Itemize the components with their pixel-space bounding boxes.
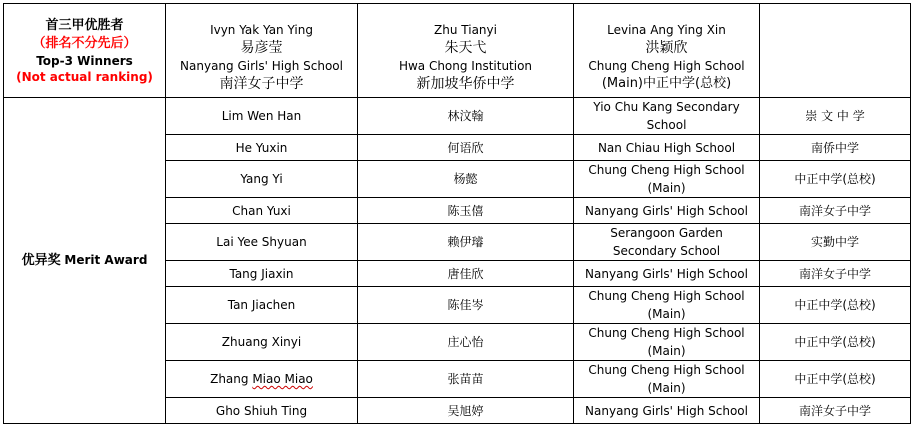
merit-name-en: He Yuxin — [166, 135, 358, 161]
merit-school-en — [574, 261, 760, 287]
merit-name-cn: 赖伊璿 — [358, 224, 574, 261]
table-row — [4, 98, 911, 135]
top3-empty-cell — [760, 4, 911, 98]
merit-name-en: Lim Wen Han — [166, 98, 358, 135]
merit-school-en — [574, 361, 760, 398]
merit-name-en: Tan Jiachen — [166, 287, 358, 324]
merit-name-cn: 庄心怡 — [358, 324, 574, 361]
school-line-1: Chung Cheng High School — [588, 289, 745, 303]
merit-school-en — [574, 324, 760, 361]
merit-school-cn: 中正中学(总校) — [760, 324, 911, 361]
merit-name-en-part-2: Miao Miao — [252, 372, 313, 386]
school-line-1: Serangoon Garden — [610, 226, 723, 240]
merit-school-en — [574, 135, 760, 161]
merit-name-en: Zhuang Xinyi — [166, 324, 358, 361]
merit-name-en: Gho Shiuh Ting — [166, 398, 358, 424]
school-line-1: Chung Cheng High School — [588, 163, 745, 177]
top3-heading-cn: 首三甲优胜者 — [45, 17, 124, 33]
winner-name-cn: 朱天弋 — [444, 39, 487, 56]
winner-name-cn: 洪颖欣 — [645, 39, 688, 56]
school-line-2: Secondary School — [612, 244, 721, 258]
merit-name-en-part-1: Zhang — [210, 372, 253, 386]
merit-name-en — [166, 361, 358, 398]
merit-name-cn: 林汶翰 — [358, 98, 574, 135]
winner-school-cn: 南洋女子中学 — [219, 75, 304, 92]
top3-row — [4, 4, 911, 98]
merit-school-en — [574, 398, 760, 424]
merit-school-cn: 中正中学(总校) — [760, 161, 911, 198]
merit-label-en: Merit Award — [64, 253, 148, 267]
school-line-2: (Main) — [647, 344, 686, 358]
top3-winner-1 — [166, 4, 358, 98]
merit-school-en — [574, 161, 760, 198]
school-line-1: Nan Chiau High School — [597, 140, 736, 155]
winner-school-en: Chung Cheng High School — [588, 58, 745, 73]
top3-heading-en: Top-3 Winners — [36, 53, 133, 68]
merit-school-cn: 南洋女子中学 — [760, 261, 911, 287]
merit-name-cn: 何语欣 — [358, 135, 574, 161]
merit-school-en — [574, 224, 760, 261]
merit-name-en: Lai Yee Shyuan — [166, 224, 358, 261]
merit-label-cell — [4, 98, 166, 424]
merit-school-cn: 中正中学(总校) — [760, 287, 911, 324]
merit-name-cn: 杨懿 — [358, 161, 574, 198]
top3-heading-cell — [4, 4, 166, 98]
school-line-1: Yio Chu Kang Secondary — [593, 100, 740, 114]
merit-label-cn: 优异奖 — [21, 253, 61, 268]
winner-school-en: Hwa Chong Institution — [398, 58, 533, 73]
merit-name-cn: 吴旭婷 — [358, 398, 574, 424]
merit-name-en: Tang Jiaxin — [166, 261, 358, 287]
school-line-2: (Main) — [647, 181, 686, 195]
school-line-1: Chung Cheng High School — [588, 326, 745, 340]
school-line-1: Chung Cheng High School — [588, 363, 745, 377]
merit-school-en — [574, 287, 760, 324]
merit-school-cn: 南洋女子中学 — [760, 398, 911, 424]
merit-school-cn: 实勤中学 — [760, 224, 911, 261]
merit-name-en: Yang Yi — [166, 161, 358, 198]
school-line-1: Nanyang Girls' High School — [585, 403, 748, 418]
top3-heading-note-en: (Not actual ranking) — [16, 69, 153, 84]
merit-school-cn: 中正中学(总校) — [760, 361, 911, 398]
winner-school-cn: 新加坡华侨中学 — [416, 75, 515, 92]
winner-school-cn: (Main)中正中学(总校) — [601, 75, 732, 91]
winner-name-en: Ivyn Yak Yan Ying — [210, 22, 313, 37]
awards-table — [3, 3, 911, 424]
top3-winner-2 — [358, 4, 574, 98]
school-line-2: (Main) — [647, 381, 686, 395]
top3-heading-note-cn: （排名不分先后） — [32, 35, 137, 51]
winner-name-cn: 易彦莹 — [240, 39, 283, 56]
school-line-1: Nanyang Girls' High School — [585, 203, 748, 218]
merit-name-cn: 唐佳欣 — [358, 261, 574, 287]
school-line-2: School — [646, 118, 687, 132]
merit-school-cn: 南侨中学 — [760, 135, 911, 161]
merit-school-en — [574, 98, 760, 135]
winner-name-en: Levina Ang Ying Xin — [607, 22, 726, 37]
school-line-2: (Main) — [647, 307, 686, 321]
merit-name-cn: 陈玉僖 — [358, 198, 574, 224]
winner-school-en: Nanyang Girls' High School — [180, 58, 343, 73]
merit-school-cn: 南洋女子中学 — [760, 198, 911, 224]
merit-school-en — [574, 198, 760, 224]
winner-name-en: Zhu Tianyi — [434, 22, 497, 37]
merit-name-cn: 陈佳岑 — [358, 287, 574, 324]
merit-school-cn: 崇 文 中 学 — [760, 98, 911, 135]
merit-name-en: Chan Yuxi — [166, 198, 358, 224]
school-line-1: Nanyang Girls' High School — [585, 266, 748, 281]
top3-winner-3 — [574, 4, 760, 98]
merit-name-cn: 张苗苗 — [358, 361, 574, 398]
